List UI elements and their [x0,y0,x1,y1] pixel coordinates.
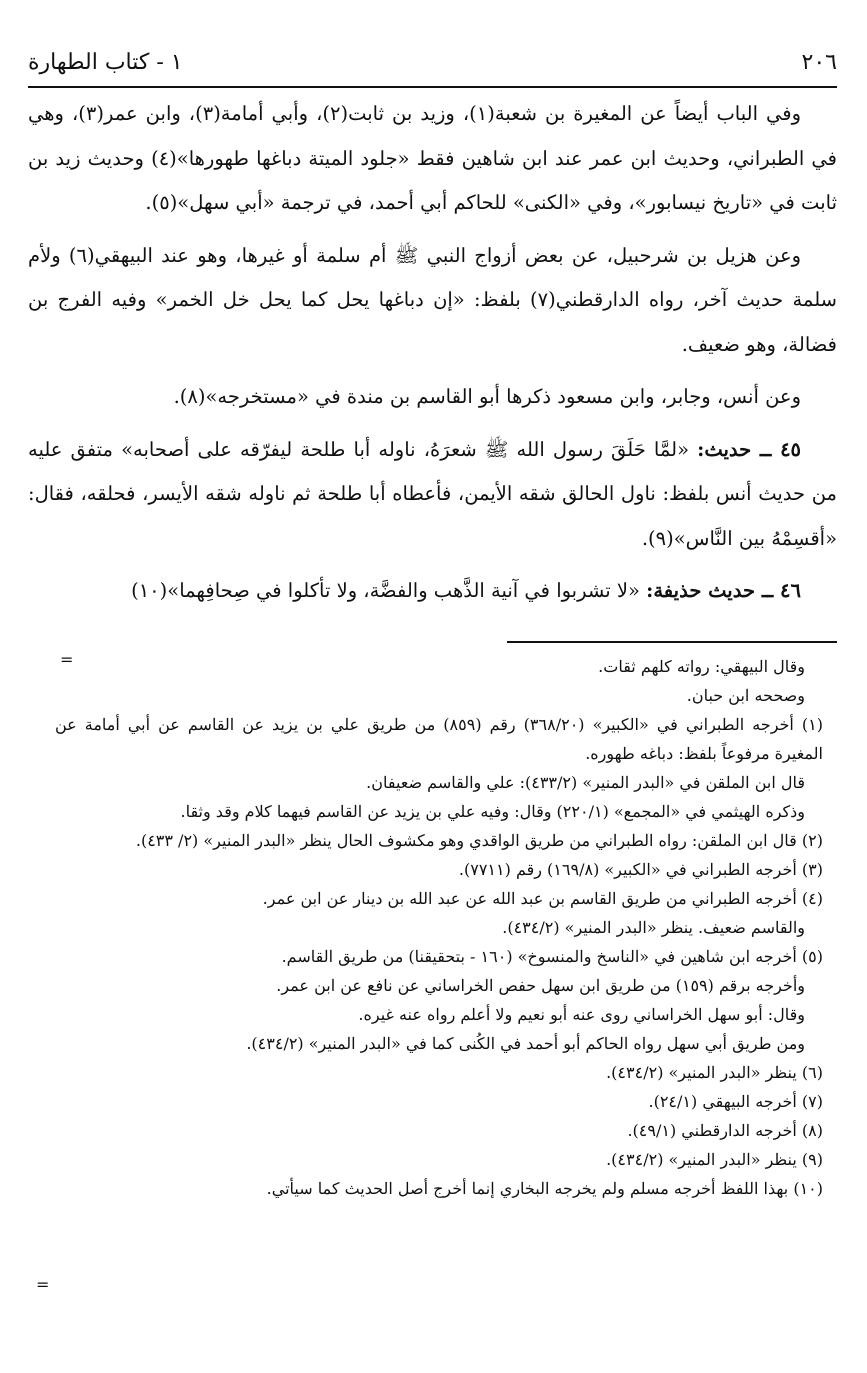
footnote-line: (٢) قال ابن الملقن: رواه الطبراني من طريق الواقدي وهو مكشوف الحال ينظر «البدر المنير» (٢/ ٤٣٣). [135,831,823,850]
footnote-line: (٥) أخرجه ابن شاهين في «الناسخ والمنسوخ» (١٦٠ - بتحقيقنا) من طريق القاسم. [281,947,823,966]
paragraph-1: وفي الباب أيضاً عن المغيرة بن شعبة(١)، وزيد بن ثابت(٢)، وأبي أمامة(٣)، وابن عمر(٣)، وهي في الطبراني، وحديث ابن عمر عند ابن شاهين فقط «جلود الميتة دباغها طهورها»(٤) وحديث زيد بن ثابت في «تاريخ نيسابور»، وفي «الكنى» للحاكم أبي أحمد، في ترجمة «أبي سهل»(٥). [28,102,837,214]
footnote-line: (١٠) بهذا اللفظ أخرجه مسلم ولم يخرجه البخاري إنما أخرج أصل الحديث كما سيأتي. [266,1179,823,1198]
footnote-line: والقاسم ضعيف. ينظر «البدر المنير» (٤٣٤/٢). [502,918,805,937]
paragraph-3: وعن أنس، وجابر، وابن مسعود ذكرها أبو القاسم بن مندة في «مستخرجه»(٨). [173,385,801,408]
footnote-line: وذكره الهيثمي في «المجمع» (٢٢٠/١) وقال: وفيه علي بن يزيد عن القاسم فيهما كلام وقد وثقا. [180,802,805,821]
footnote-line: وأخرجه برقم (١٥٩) من طريق ابن سهل حفص الخراساني عن نافع عن ابن عمر. [276,976,805,995]
hadith-46 [28,569,837,614]
footnote-line: وصححه ابن حبان. [686,686,805,705]
footnote-line: وقال: أبو سهل الخراساني روى عنه أبو نعيم ولا أعلم رواه عنه غيره. [358,1005,805,1024]
chapter-title: ١ - كتاب الطهارة [28,49,183,75]
footnote-line: (١) أخرجه الطبراني في «الكبير» (٣٦٨/٢٠) رقم (٨٥٩) من طريق علي بن يزيد عن القاسم عن أبي أمامة عن المغيرة مرفوعاً بلفظ: دباغه طهوره. [55,715,823,763]
footnote-divider [507,641,837,643]
continuation-mark: = [60,650,74,669]
page-number: ٢٠٦ [801,49,837,75]
hadith-46-label: ٤٦ ــ حديث حذيفة: [646,579,801,602]
header-divider [28,86,837,88]
footnote-line: (٧) أخرجه البيهقي (٢٤/١). [648,1092,823,1111]
page-header [28,42,837,82]
footnote-line: (٦) ينظر «البدر المنير» (٤٣٤/٢). [606,1063,823,1082]
hadith-45 [28,428,837,562]
end-mark: = [36,1275,50,1294]
footnote-line: ومن طريق أبي سهل رواه الحاكم أبو أحمد في الكُنى كما في «البدر المنير» (٤٣٤/٢). [246,1034,805,1053]
paragraph-2: وعن هزيل بن شرحبيل، عن بعض أزواج النبي ﷺ أم سلمة أو غيرها، وهو عند البيهقي(٦) ولأم سلمة حديث آخر، رواه الدارقطني(٧) بلفظ: «إن دباغها يحل كما يحل خل الخمر» وفيه الفرج بن فضالة، وهو ضعيف. [28,243,837,356]
main-text [28,92,837,614]
footnotes [55,652,823,1203]
footnote-line: قال ابن الملقن في «البدر المنير» (٤٣٣/٢): علي والقاسم ضعيفان. [366,773,805,792]
hadith-45-label: ٤٥ ــ حديث: [697,437,802,461]
footnote-line: (٨) أخرجه الدارقطني (٤٩/١). [627,1121,823,1140]
footnote-line: وقال البيهقي: رواته كلهم ثقات. [598,657,805,676]
footnote-line: (٤) أخرجه الطبراني من طريق القاسم بن عبد الله عن عبد الله بن دينار عن ابن عمر. [262,889,823,908]
footnote-line: (٣) أخرجه الطبراني في «الكبير» (١٦٩/٨) رقم (٧٧١١). [458,860,823,879]
hadith-46-text: «لا تشربوا في آنية الذَّهب والفضَّة، ولا تأكلوا في صِحافِهما»(١٠) [131,579,647,602]
hadith-45-text: «لمَّا حَلَقَ رسول الله ﷺ شعرَهُ، ناوله أبا طلحة ليفرّقه على أصحابه» متفق عليه من حديث أنس بلفظ: ناول الحالق شقه الأيمن، فأعطاه أبا طلحة ثم ناوله شقه الأيسر، فحلقه، فقال: «أقسِمْهُ بين النَّاس»(٩). [28,437,837,550]
footnote-line: (٩) ينظر «البدر المنير» (٤٣٤/٢). [606,1150,823,1169]
